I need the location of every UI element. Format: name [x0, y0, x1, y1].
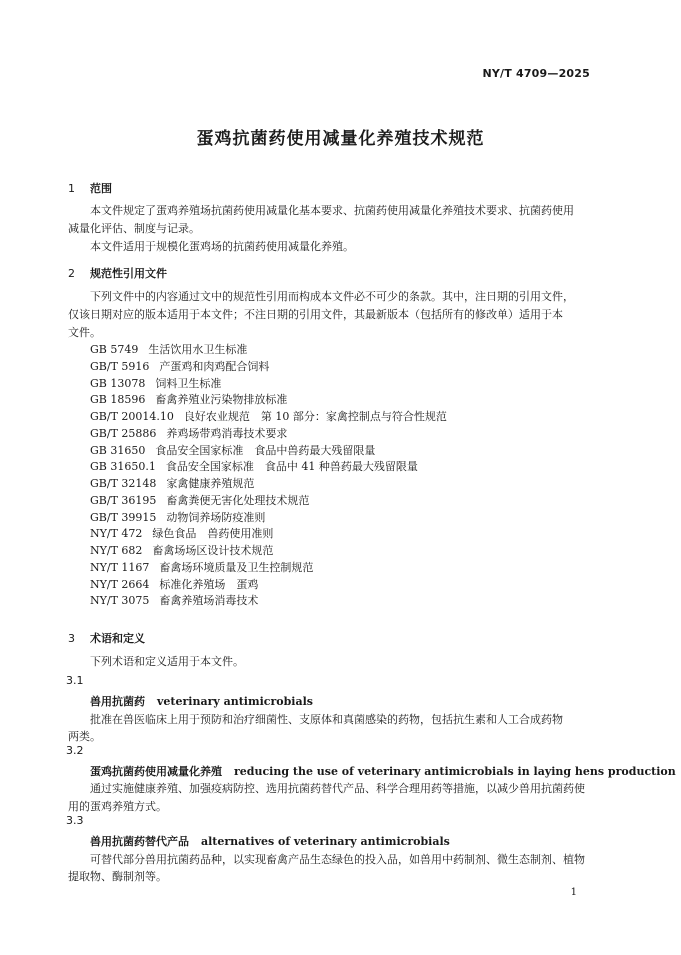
term-definition-line-1: 批准在兽医临床上用于预防和治疗细菌性、支原体和真菌感染的药物，包括抗生素和人工合成药物: [90, 713, 563, 726]
term-english: alternatives of veterinary antimicrobials: [201, 835, 450, 848]
reference-code: GB/T 25886: [90, 426, 157, 440]
scope-para-1-line-1: 本文件规定了蛋鸡养殖场抗菌药使用减量化基本要求、抗菌药使用减量化养殖技术要求、抗菌药使用: [90, 204, 574, 217]
section-number: 3: [68, 632, 75, 645]
term-definition-line-1: 通过实施健康养殖、加强疫病防控、选用抗菌药替代产品、科学合理用药等措施，以减少兽用抗菌药使: [90, 782, 585, 795]
reference-item: [90, 593, 447, 610]
reference-title: 动物饲养场防疫准则: [166, 510, 266, 524]
reference-code: GB 18596: [90, 393, 146, 407]
reference-code: GB/T 36195: [90, 493, 157, 507]
reference-item: [90, 426, 447, 443]
term-chinese: 兽用抗菌药替代产品: [90, 835, 189, 848]
normative-intro-line-3: 文件。: [68, 326, 101, 339]
term-entry: [90, 693, 313, 709]
reference-item: [90, 476, 447, 493]
reference-title: 畜禽粪便无害化处理技术规范: [166, 493, 310, 507]
term-definition-line-2: 提取物、酶制剂等。: [68, 870, 167, 883]
section-number: 1: [68, 182, 75, 195]
reference-item: [90, 376, 447, 393]
standard-code: NY/T 4709—2025: [482, 67, 590, 80]
section-number: 2: [68, 267, 75, 280]
reference-code: NY/T 1167: [90, 560, 150, 574]
reference-code: NY/T 3075: [90, 594, 150, 608]
term-chinese: 兽用抗菌药: [90, 695, 145, 708]
term-entry: [90, 763, 676, 779]
normative-intro-line-1: 下列文件中的内容通过文中的规范性引用而构成本文件必不可少的条款。其中，注日期的引用文件，: [90, 290, 574, 303]
reference-title: 饲料卫生标准: [155, 376, 222, 390]
section-title: 术语和定义: [90, 632, 145, 645]
reference-code: NY/T 2664: [90, 577, 150, 591]
reference-item: [90, 493, 447, 510]
term-number: 3.3: [66, 814, 84, 827]
term-number: 3.2: [66, 744, 84, 757]
reference-item: [90, 543, 447, 560]
reference-code: GB/T 39915: [90, 510, 157, 524]
reference-code: GB/T 5916: [90, 359, 150, 373]
normative-intro-line-2: 仅该日期对应的版本适用于本文件；不注日期的引用文件，其最新版本（包括所有的修改单）适用于本: [68, 308, 563, 321]
reference-item: [90, 359, 447, 376]
reference-title: 养鸡场带鸡消毒技术要求: [166, 426, 288, 440]
reference-item: [90, 459, 447, 476]
term-number: 3.1: [66, 674, 84, 687]
reference-code: NY/T 682: [90, 544, 143, 557]
reference-code: GB 5749: [90, 343, 139, 356]
reference-item: [90, 409, 447, 426]
reference-code: GB/T 20014.10: [90, 410, 174, 423]
reference-title: 畜禽场场区设计技术规范: [152, 544, 274, 557]
reference-title: 产蛋鸡和肉鸡配合饲料: [159, 359, 270, 373]
scope-para-2: 本文件适用于规模化蛋鸡场的抗菌药使用减量化养殖。: [90, 240, 354, 253]
reference-item: [90, 526, 447, 543]
reference-title: 家禽健康养殖规范: [166, 477, 255, 490]
page-number: 1: [570, 887, 577, 898]
reference-item: [90, 443, 447, 460]
reference-title: 良好农业规范 第 10 部分：家禽控制点与符合性规范: [183, 410, 447, 423]
reference-title: 食品安全国家标准 食品中兽药最大残留限量: [155, 443, 376, 457]
reference-title: 生活饮用水卫生标准: [148, 343, 248, 356]
reference-code: NY/T 472: [90, 527, 143, 541]
reference-code: GB/T 32148: [90, 477, 157, 490]
reference-title: 食品安全国家标准 食品中 41 种兽药最大残留限量: [165, 460, 418, 474]
reference-item: [90, 392, 447, 409]
term-english: veterinary antimicrobials: [157, 695, 313, 708]
reference-item: [90, 510, 447, 527]
reference-title: 绿色食品 兽药使用准则: [152, 527, 274, 541]
reference-title: 畜禽场环境质量及卫生控制规范: [159, 560, 314, 574]
section-title: 范围: [90, 182, 112, 195]
section-2-heading: [68, 265, 167, 281]
reference-title: 畜禽养殖场消毒技术: [159, 594, 259, 608]
terms-intro: 下列术语和定义适用于本文件。: [90, 655, 244, 668]
document-title: 蛋鸡抗菌药使用减量化养殖技术规范: [196, 129, 485, 149]
reference-item: [90, 577, 447, 594]
term-english: reducing the use of veterinary antimicrobials in laying hens production: [234, 765, 676, 778]
scope-para-1-line-2: 减量化评估、制度与记录。: [68, 222, 200, 235]
reference-item: [90, 560, 447, 577]
reference-title: 标准化养殖场 蛋鸡: [159, 577, 259, 591]
term-definition-line-1: 可替代部分兽用抗菌药品种，以实现畜禽产品生态绿色的投入品，如兽用中药制剂、微生态制剂、植物: [90, 853, 585, 866]
reference-item: [90, 342, 447, 359]
reference-title: 畜禽养殖业污染物排放标准: [155, 393, 288, 407]
reference-code: GB 13078: [90, 376, 146, 390]
term-entry: [90, 833, 450, 849]
reference-list: [90, 342, 447, 610]
term-chinese: 蛋鸡抗菌药使用减量化养殖: [90, 765, 222, 778]
reference-code: GB 31650: [90, 443, 146, 457]
section-3-heading: [68, 630, 145, 646]
section-title: 规范性引用文件: [90, 267, 167, 280]
section-1-heading: [68, 180, 112, 196]
reference-code: GB 31650.1: [90, 460, 156, 474]
term-definition-line-2: 两类。: [68, 730, 101, 743]
term-definition-line-2: 用的蛋鸡养殖方式。: [68, 800, 167, 813]
